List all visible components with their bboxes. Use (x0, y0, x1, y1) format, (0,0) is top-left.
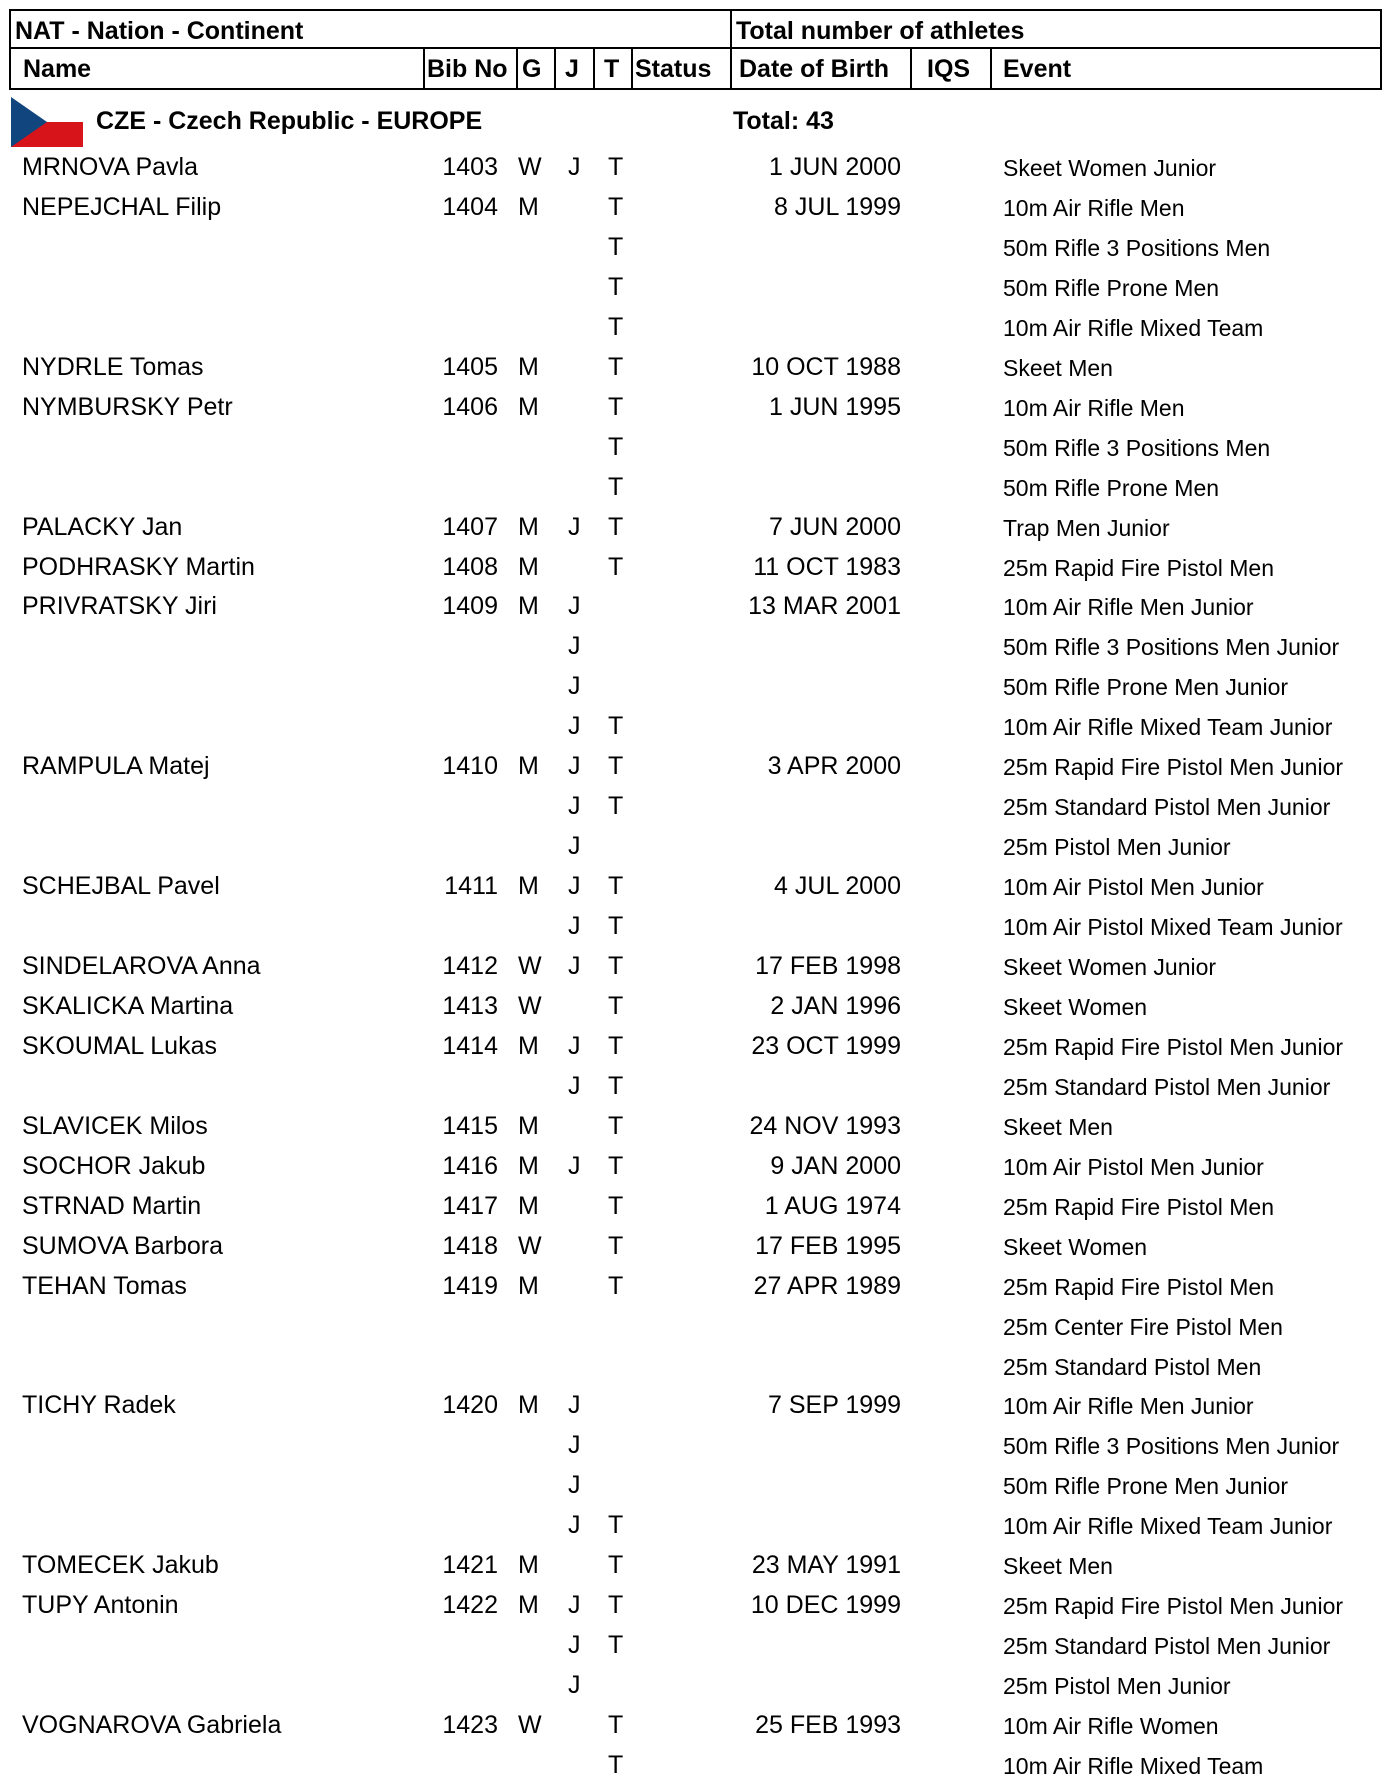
event-name: 25m Rapid Fire Pistol Men (1003, 554, 1274, 581)
column-divider (730, 49, 732, 88)
athlete-name: NYMBURSKY Petr (22, 392, 233, 421)
athlete-row (0, 832, 1383, 872)
team-flag: T (608, 1711, 624, 1740)
team-flag: T (608, 312, 624, 341)
athlete-row (0, 1631, 1383, 1671)
column-divider (554, 49, 556, 88)
bib-number: 1416 (442, 1151, 498, 1180)
athlete-name: MRNOVA Pavla (22, 153, 198, 181)
bib-number: 1420 (442, 1391, 498, 1420)
event-name: Skeet Men (1003, 1553, 1113, 1580)
event-name: 25m Standard Pistol Men (1003, 1353, 1262, 1380)
bib-number: 1418 (442, 1231, 498, 1260)
date-of-birth: 11 OCT 1983 (753, 552, 901, 581)
bib-number: 1423 (442, 1711, 498, 1740)
gender: W (518, 153, 542, 181)
event-name: 25m Rapid Fire Pistol Men Junior (1003, 754, 1344, 781)
bib-number: 1417 (442, 1191, 498, 1220)
gender: M (518, 752, 539, 781)
team-column-header: T (604, 55, 620, 83)
athlete-name: PALACKY Jan (22, 512, 183, 541)
athlete-name: TICHY Radek (22, 1391, 176, 1420)
event-name: 10m Air Rifle Mixed Team Junior (1003, 1513, 1333, 1540)
athlete-name: SLAVICEK Milos (22, 1111, 208, 1140)
bib-number: 1421 (442, 1551, 498, 1580)
date-of-birth: 10 DEC 1999 (750, 1591, 901, 1620)
bib-number: 1404 (442, 192, 498, 221)
team-flag: T (608, 1151, 624, 1180)
gender: M (518, 872, 539, 901)
athlete-row (0, 592, 1383, 632)
event-name: 10m Air Rifle Mixed Team (1003, 314, 1264, 341)
junior-flag: J (568, 1151, 581, 1180)
bib-column-header: Bib No (427, 55, 508, 83)
athlete-row (0, 1352, 1383, 1392)
name-column-header: Name (23, 55, 92, 83)
team-flag: T (608, 1271, 624, 1300)
team-flag: T (608, 352, 624, 381)
bib-number: 1406 (442, 392, 498, 421)
athlete-name: SCHEJBAL Pavel (22, 872, 220, 901)
team-flag: T (608, 991, 624, 1020)
athlete-row (0, 672, 1383, 712)
event-name: 25m Center Fire Pistol Men (1003, 1313, 1283, 1340)
team-flag: T (608, 1751, 624, 1779)
event-name: 50m Rifle 3 Positions Men (1003, 434, 1271, 461)
gender-column-header: G (522, 55, 542, 83)
athlete-row (0, 353, 1383, 393)
athlete-row (0, 313, 1383, 353)
athlete-row (0, 912, 1383, 952)
athlete-name: PRIVRATSKY Jiri (22, 592, 217, 621)
event-name: 50m Rifle 3 Positions Men Junior (1003, 634, 1340, 661)
team-flag: T (608, 472, 624, 501)
athlete-row (0, 153, 1383, 193)
event-name: Trap Men Junior (1003, 514, 1170, 541)
total-athletes-header: Total number of athletes (736, 17, 1025, 45)
gender: M (518, 1551, 539, 1580)
athlete-row (0, 1751, 1383, 1791)
athlete-row (0, 1391, 1383, 1431)
junior-flag: J (568, 712, 581, 741)
athlete-row (0, 393, 1383, 433)
gender: W (518, 991, 542, 1020)
event-column-header: Event (1003, 55, 1072, 83)
date-of-birth: 7 SEP 1999 (768, 1391, 901, 1420)
junior-flag: J (568, 1511, 581, 1540)
junior-flag: J (568, 1631, 581, 1660)
date-of-birth: 1 JUN 2000 (768, 153, 901, 181)
bib-number: 1422 (442, 1591, 498, 1620)
junior-flag: J (568, 952, 581, 980)
date-of-birth: 24 NOV 1993 (749, 1111, 901, 1140)
team-flag: T (608, 1111, 624, 1140)
event-name: 25m Pistol Men Junior (1003, 834, 1231, 861)
junior-flag: J (568, 1391, 581, 1420)
athlete-row (0, 1192, 1383, 1232)
team-flag: T (608, 752, 624, 781)
bib-number: 1414 (442, 1031, 498, 1060)
event-name: Skeet Women Junior (1003, 155, 1217, 181)
athlete-row (0, 1591, 1383, 1631)
event-name: 50m Rifle 3 Positions Men (1003, 234, 1271, 261)
athlete-row (0, 712, 1383, 752)
athlete-name: PODHRASKY Martin (22, 552, 255, 581)
athlete-row (0, 752, 1383, 792)
date-of-birth: 9 JAN 2000 (770, 1151, 901, 1180)
event-name: 25m Standard Pistol Men Junior (1003, 794, 1331, 821)
athlete-name: STRNAD Martin (22, 1191, 202, 1220)
event-name: 25m Rapid Fire Pistol Men Junior (1003, 1593, 1344, 1620)
athlete-row (0, 1312, 1383, 1352)
junior-flag: J (568, 1671, 581, 1700)
gender: M (518, 1111, 539, 1140)
bib-number: 1412 (442, 952, 498, 980)
athlete-row (0, 1112, 1383, 1152)
status-column-header: Status (635, 55, 712, 83)
nat-header: NAT - Nation - Continent (15, 17, 304, 45)
event-name: 25m Standard Pistol Men Junior (1003, 1073, 1331, 1100)
team-flag: T (608, 1631, 624, 1660)
gender: M (518, 1191, 539, 1220)
junior-flag: J (568, 672, 581, 701)
date-of-birth: 23 OCT 1999 (751, 1031, 901, 1060)
header-row-1 (9, 9, 1382, 49)
event-name: 50m Rifle 3 Positions Men Junior (1003, 1433, 1340, 1460)
event-name: 10m Air Rifle Men (1003, 394, 1185, 421)
event-name: Skeet Women (1003, 993, 1148, 1020)
athlete-row (0, 1232, 1383, 1272)
junior-column-header: J (565, 55, 579, 83)
athlete-name: SKALICKA Martina (22, 991, 234, 1020)
date-of-birth: 17 FEB 1995 (755, 1231, 901, 1260)
date-of-birth: 3 APR 2000 (767, 752, 901, 781)
date-of-birth: 10 OCT 1988 (751, 352, 901, 381)
bib-number: 1415 (442, 1111, 498, 1140)
event-name: 50m Rifle Prone Men Junior (1003, 674, 1289, 701)
event-name: 25m Rapid Fire Pistol Men (1003, 1193, 1274, 1220)
athlete-row (0, 872, 1383, 912)
team-flag: T (608, 192, 624, 221)
bib-number: 1419 (442, 1271, 498, 1300)
athlete-name: SKOUMAL Lukas (22, 1031, 217, 1060)
event-name: 10m Air Rifle Mixed Team (1003, 1753, 1264, 1779)
athlete-name: TUPY Antonin (22, 1591, 179, 1620)
athlete-name: SINDELAROVA Anna (22, 952, 261, 980)
athlete-name: SOCHOR Jakub (22, 1151, 206, 1180)
athlete-row (0, 1471, 1383, 1511)
gender: M (518, 352, 539, 381)
team-flag: T (608, 552, 624, 581)
date-of-birth: 27 APR 1989 (753, 1271, 901, 1300)
gender: W (518, 1711, 542, 1740)
date-of-birth: 1 AUG 1974 (764, 1191, 901, 1220)
column-divider (516, 49, 518, 88)
team-flag: T (608, 1511, 624, 1540)
event-name: 10m Air Rifle Men (1003, 194, 1185, 221)
bib-number: 1405 (442, 352, 498, 381)
athlete-name: TOMECEK Jakub (22, 1551, 219, 1580)
junior-flag: J (568, 912, 581, 941)
athlete-row (0, 513, 1383, 553)
junior-flag: J (568, 1031, 581, 1060)
gender: W (518, 952, 542, 980)
czech-flag-icon (11, 97, 83, 147)
event-name: Skeet Women (1003, 1233, 1148, 1260)
date-of-birth: 25 FEB 1993 (755, 1711, 901, 1740)
gender: M (518, 1271, 539, 1300)
team-flag: T (608, 1231, 624, 1260)
team-flag: T (608, 153, 624, 181)
gender: M (518, 192, 539, 221)
event-name: 10m Air Pistol Men Junior (1003, 1153, 1264, 1180)
date-of-birth: 8 JUL 1999 (774, 192, 901, 221)
athlete-name: NEPEJCHAL Filip (22, 192, 222, 221)
date-of-birth: 1 JUN 1995 (768, 392, 901, 421)
gender: M (518, 552, 539, 581)
date-of-birth: 23 MAY 1991 (751, 1551, 901, 1580)
event-name: 50m Rifle Prone Men Junior (1003, 1473, 1289, 1500)
junior-flag: J (568, 872, 581, 901)
athlete-name: RAMPULA Matej (22, 752, 210, 781)
column-divider (593, 49, 595, 88)
column-divider (423, 49, 425, 88)
junior-flag: J (568, 592, 581, 621)
team-flag: T (608, 952, 624, 980)
junior-flag: J (568, 512, 581, 541)
date-of-birth: 13 MAR 2001 (748, 592, 901, 621)
junior-flag: J (568, 153, 581, 181)
team-flag: T (608, 512, 624, 541)
event-name: 50m Rifle Prone Men (1003, 474, 1220, 501)
dob-column-header: Date of Birth (739, 55, 889, 83)
team-flag: T (608, 432, 624, 461)
event-name: 10m Air Rifle Men Junior (1003, 594, 1254, 621)
event-name: Skeet Men (1003, 354, 1113, 381)
team-flag: T (608, 272, 624, 301)
team-flag: T (608, 792, 624, 821)
team-flag: T (608, 872, 624, 901)
athlete-row (0, 1711, 1383, 1751)
team-flag: T (608, 232, 624, 261)
header-row-2 (9, 49, 1382, 90)
team-flag: T (608, 1071, 624, 1100)
gender: M (518, 592, 539, 621)
event-name: 10m Air Rifle Men Junior (1003, 1393, 1254, 1420)
nation-total: Total: 43 (733, 107, 834, 135)
event-name: 10m Air Rifle Women (1003, 1713, 1219, 1740)
team-flag: T (608, 1191, 624, 1220)
bib-number: 1409 (442, 592, 498, 621)
event-name: 10m Air Pistol Men Junior (1003, 874, 1264, 901)
junior-flag: J (568, 792, 581, 821)
gender: M (518, 1591, 539, 1620)
junior-flag: J (568, 752, 581, 781)
team-flag: T (608, 1031, 624, 1060)
event-name: 10m Air Pistol Mixed Team Junior (1003, 914, 1343, 941)
iqs-column-header: IQS (927, 55, 971, 83)
event-name: 25m Rapid Fire Pistol Men Junior (1003, 1033, 1344, 1060)
junior-flag: J (568, 1071, 581, 1100)
gender: W (518, 1231, 542, 1260)
junior-flag: J (568, 1471, 581, 1500)
athlete-row (0, 792, 1383, 832)
bib-number: 1403 (442, 153, 498, 181)
athlete-row (0, 1671, 1383, 1711)
team-flag: T (608, 712, 624, 741)
athlete-name: SUMOVA Barbora (22, 1231, 224, 1260)
event-name: Skeet Men (1003, 1113, 1113, 1140)
junior-flag: J (568, 632, 581, 661)
team-flag: T (608, 392, 624, 421)
gender: M (518, 1151, 539, 1180)
nation-label: CZE - Czech Republic - EUROPE (96, 107, 483, 135)
athlete-row (0, 952, 1383, 992)
team-flag: T (608, 912, 624, 941)
event-name: Skeet Women Junior (1003, 954, 1217, 980)
junior-flag: J (568, 1591, 581, 1620)
date-of-birth: 7 JUN 2000 (768, 512, 901, 541)
bib-number: 1410 (442, 752, 498, 781)
athlete-row (0, 273, 1383, 313)
athlete-row (0, 433, 1383, 473)
athlete-row (0, 473, 1383, 513)
athlete-row (0, 992, 1383, 1032)
athlete-row (0, 233, 1383, 273)
event-name: 50m Rifle Prone Men (1003, 274, 1220, 301)
event-name: 25m Rapid Fire Pistol Men (1003, 1273, 1274, 1300)
gender: M (518, 1391, 539, 1420)
bib-number: 1407 (442, 512, 498, 541)
athlete-row (0, 632, 1383, 672)
team-flag: T (608, 1551, 624, 1580)
athlete-name: VOGNAROVA Gabriela (22, 1711, 282, 1740)
event-name: 25m Standard Pistol Men Junior (1003, 1633, 1331, 1660)
bib-number: 1408 (442, 552, 498, 581)
athlete-name: NYDRLE Tomas (22, 352, 204, 381)
column-divider (990, 49, 992, 88)
athlete-row (0, 1551, 1383, 1591)
column-divider (631, 49, 633, 88)
athlete-row (0, 193, 1383, 233)
athlete-row (0, 1152, 1383, 1192)
athlete-row (0, 1072, 1383, 1112)
date-of-birth: 2 JAN 1996 (770, 991, 901, 1020)
athlete-row (0, 553, 1383, 593)
date-of-birth: 17 FEB 1998 (755, 952, 901, 980)
team-flag: T (608, 1591, 624, 1620)
gender: M (518, 512, 539, 541)
bib-number: 1413 (442, 991, 498, 1020)
date-of-birth: 4 JUL 2000 (774, 872, 901, 901)
gender: M (518, 1031, 539, 1060)
athlete-row (0, 1272, 1383, 1312)
athlete-row (0, 1431, 1383, 1471)
header-divider (730, 11, 732, 47)
athlete-row (0, 1511, 1383, 1551)
junior-flag: J (568, 1431, 581, 1460)
event-name: 10m Air Rifle Mixed Team Junior (1003, 714, 1333, 741)
column-divider (910, 49, 912, 88)
event-name: 25m Pistol Men Junior (1003, 1673, 1231, 1700)
bib-number: 1411 (444, 872, 498, 901)
athlete-row (0, 1032, 1383, 1072)
athlete-name: TEHAN Tomas (22, 1271, 187, 1300)
junior-flag: J (568, 832, 581, 861)
gender: M (518, 392, 539, 421)
